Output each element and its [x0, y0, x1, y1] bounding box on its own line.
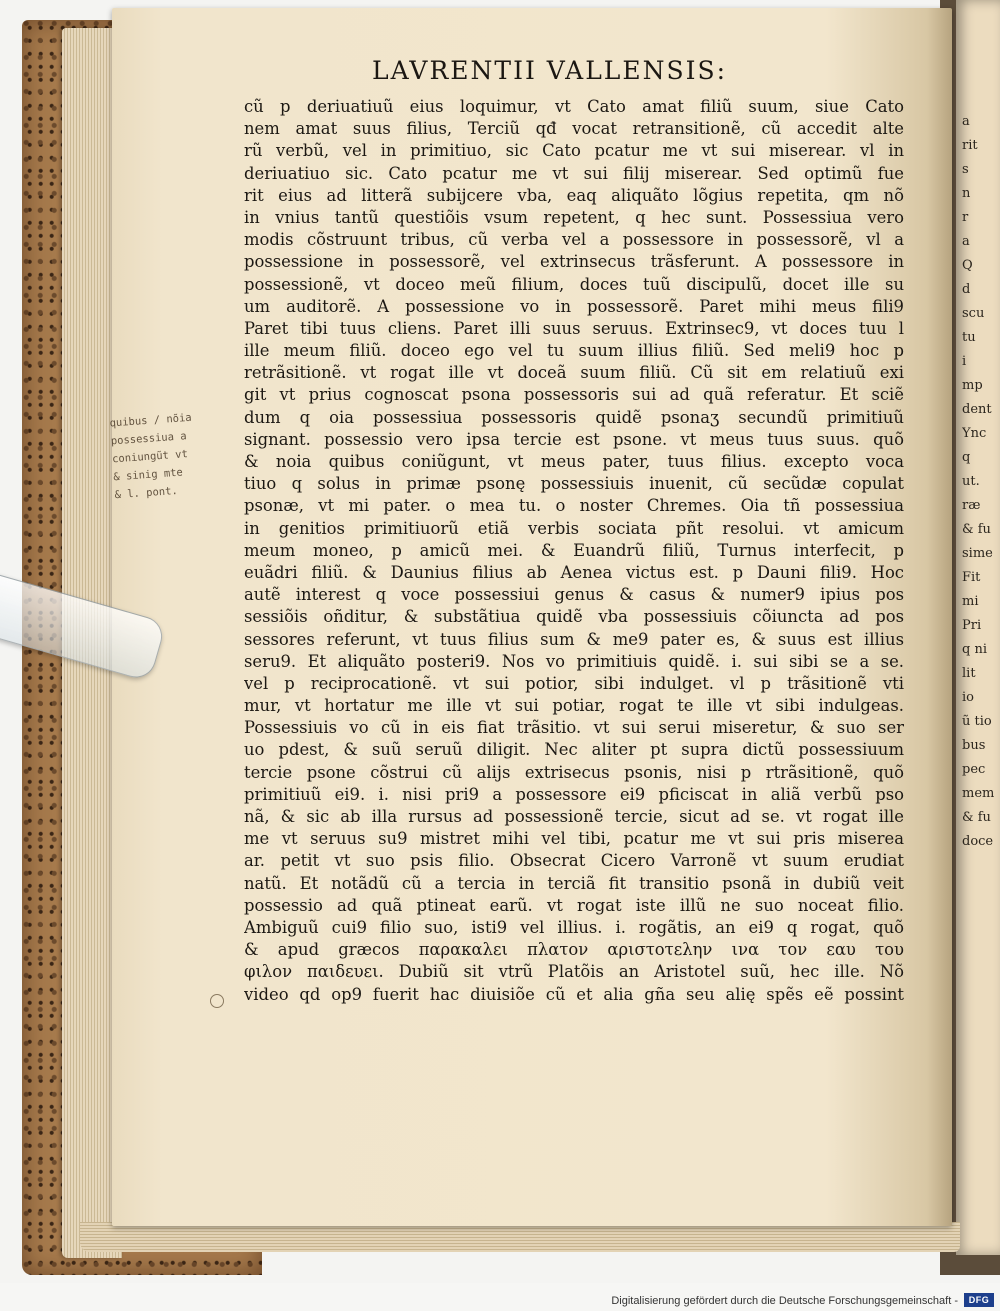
- footer-credit: Digitalisierung gefördert durch die Deutsche Forschungsgemeinschaft -: [611, 1295, 958, 1307]
- facing-page-fragment: Q: [962, 258, 973, 273]
- margin-note-line: possessiua a: [110, 430, 187, 448]
- text-line: rit eius ad litterã subijcere vba, eaq aliquãto lõgius repetita, qm nõ: [244, 185, 904, 205]
- text-line: Paret tibi tuus cliens. Paret illi suus seruus. Extrinsec9, vt doces tuu l: [244, 318, 904, 338]
- text-line: mur, vt hortatur me ille vt sui potiar, rogat te ille vt sibi indulgeas.: [244, 696, 904, 716]
- text-line: um auditorẽ. A possessione vo in possessorẽ. Paret mihi meus fili9: [244, 296, 904, 316]
- margin-note-line: & sinig mte: [112, 466, 184, 484]
- text-line: uo pdest, & suũ seruũ diligit. Nec aliter pt supra dictũ possessiuum: [244, 740, 904, 760]
- facing-page-fragment: mp: [962, 378, 983, 393]
- facing-page-fragment: q: [962, 450, 971, 465]
- text-line: retrãsitionẽ. vt rogat ille vt doceã suum filiũ. Cũ sit em relatiuũ exi: [244, 363, 904, 383]
- text-line: in genitios primitiuorũ etiã verbis sociata pñt resolui. vt amicum: [244, 518, 904, 538]
- facing-page-fragment: dent: [962, 402, 992, 417]
- facing-page-fragment: Pri: [962, 618, 982, 633]
- text-line: euãdri filiũ. & Daunius filius ab Aenea victus est. p Dauni fili9. Hoc: [244, 562, 904, 582]
- text-line: cũ p deriuatiuũ eius loquimur, vt Cato amat filiũ suum, siue Cato: [244, 97, 904, 116]
- facing-page-fragment: bus: [962, 738, 986, 753]
- margin-note-line: coniungũt vt: [111, 448, 189, 466]
- text-line: & noia quibus coniũgunt, vt meus pater, tuus filius. excepto voca: [244, 452, 904, 471]
- text-line: me vt seruus su9 mistret mihi vel tibi, pcatur me vt sui pris miserea: [244, 829, 904, 849]
- text-line: ar. petit vt suo psis filio. Obsecrat Cicero Varronẽ vt suum erudiat: [244, 851, 904, 871]
- dfg-logo: DFG: [964, 1293, 994, 1307]
- body-text: [244, 96, 904, 1006]
- handwritten-margin-note: [109, 406, 241, 505]
- facing-page-fragment: pec: [962, 762, 986, 777]
- text-line: possessionẽ, vt doceo meũ filium, doces tuũ discipulũ, docet ille su: [244, 274, 904, 294]
- text-line: primitiuũ ei9. i. nisi pri9 a possessore ei9 pficiscat in aliã verbũ pso: [244, 784, 904, 804]
- margin-note-line: & l. pont.: [114, 484, 179, 502]
- facing-page-fragment: i: [962, 354, 967, 369]
- facing-page-fragment: lit: [962, 666, 976, 681]
- text-line: Possessiuis vo cũ in eis fiat trãsitio. vt sui serui miseretur, & suo ser: [244, 718, 904, 738]
- text-line: signant. possessio vero ipsa tercie est psone. vt meus tuus suus. quõ: [244, 429, 904, 449]
- text-line: possessio ad quã ptineat earũ. vt rogat iste illũ ne suo noceat filio.: [244, 895, 904, 915]
- facing-page-fragment: mi: [962, 594, 979, 609]
- text-line: meum moneo, p amicũ mei. & Euandrũ filiũ, Turnus interfecit, p: [244, 540, 904, 560]
- facing-page-fragment: & fu: [962, 522, 991, 537]
- facing-page-fragment: a: [962, 234, 970, 249]
- facing-page-fragment: s: [962, 162, 969, 177]
- text-line: autẽ interest q voce possessiui genus & casus & numer9 ipius pos: [244, 585, 904, 605]
- facing-page-fragment: ut.: [962, 474, 980, 489]
- facing-page-fragment: Fit: [962, 570, 981, 585]
- facing-page-fragment: r: [962, 210, 969, 225]
- text-line: nem amat suus filius, Terciũ qđ vocat retransitionẽ, cũ accedit alte: [244, 119, 904, 139]
- facing-page-fragment: n: [962, 186, 971, 201]
- text-line: Ambiguũ cui9 filio suo, isti9 vel illius. i. rogãtis, an ei9 q rogat, quõ: [244, 917, 904, 937]
- text-line: nã, & sic ab illa rursus ad possessionẽ tercie, sicut ad se. vt rogat ille: [244, 807, 904, 826]
- facing-page-fragment: rit: [962, 138, 978, 153]
- text-line: ille meum filiũ. doceo ego vel tu suum illius filiũ. Sed meli9 hoc p: [244, 341, 904, 361]
- text-line: in vnius tantũ questiõis vsum repetent, q hec sunt. Possessiua vero: [244, 207, 904, 227]
- facing-page-fragment: mem: [962, 786, 995, 801]
- facing-page-fragment: & fu: [962, 810, 991, 825]
- page-hole: [210, 994, 224, 1008]
- facing-page-fragment: ũ tio: [962, 714, 992, 729]
- facing-page-fragment: io: [962, 690, 974, 705]
- facing-page-fragment: ræ: [962, 498, 981, 513]
- text-line: & apud græcos παρακαλει πλατον αριστοτελην ινα τον εαυ του: [244, 940, 904, 960]
- text-line: deriuatiuo sic. Cato pcatur me vt sui filij miserear. Sed optimũ fue: [244, 163, 904, 183]
- facing-page-text-fragments: [962, 110, 1000, 1160]
- text-line: tiuo q solus in primæ psonę possessiuis inuenit, cũ secũdæ copulat: [244, 474, 904, 494]
- page-block-bottom: [80, 1222, 960, 1252]
- text-line: video qd op9 fuerit hac diuisiõe cũ et alia gña seu alię spẽs eẽ possint: [244, 984, 904, 1004]
- text-line: rũ verbũ, vel in primitiuo, sic Cato pcatur me vt sui miserear. vl in: [244, 141, 904, 161]
- text-line: modis cõstruunt tribus, cũ verba vel a possessore in possessorẽ, vl a: [244, 230, 904, 250]
- text-line: psonæ, vt mi pater. o mea tu. o noster Chremes. Oia tñ possessiua: [244, 496, 904, 516]
- facing-page-fragment: sime: [962, 546, 993, 561]
- facing-page-fragment: q ni: [962, 642, 987, 657]
- facing-page-fragment: Ync: [962, 426, 987, 441]
- running-header: LAVRENTII VALLENSIS:: [372, 56, 728, 85]
- facing-page-fragment: scu: [962, 306, 985, 321]
- text-line: sessiõis oñditur, & substãtiua quidẽ vba possessiuis cõiuncta ad pos: [244, 607, 904, 627]
- text-line: dum q oia possessiua possessoris quidẽ psonaʒ secundũ primitiuũ: [244, 407, 904, 427]
- text-line: git vt prius cognoscat psona possessoris sui ad quã referatur. Et sciẽ: [244, 385, 904, 405]
- margin-note-line: quibus / nõia: [109, 411, 193, 430]
- text-line: seru9. Et aliquãto posteri9. Nos vo primitiuis quidẽ. i. sui sibi se a se.: [244, 651, 904, 671]
- facing-page-fragment: d: [962, 282, 971, 297]
- facing-page-fragment: doce: [962, 834, 994, 849]
- text-line: φιλον παιδευει. Dubiũ sit vtrũ Platõis an Aristotel suũ, hec ille. Nõ: [244, 962, 904, 982]
- text-line: natũ. Et notãdũ cũ a tercia in terciã fit transitio psonã in dubiũ veit: [244, 873, 904, 893]
- text-line: vel p reciprocationẽ. vt sui potior, sibi indulget. vl p trãsitionẽ vti: [244, 673, 904, 693]
- text-line: sessores referunt, vt tuus filius sum & me9 pater es, & suus est illius: [244, 629, 904, 649]
- text-line: tercie psone cõstrui cũ alijs extrisecus psonis, nisi p rtrãsitionẽ, quõ: [244, 762, 904, 782]
- facing-page-fragment: a: [962, 114, 970, 129]
- text-line: possessione in possessorẽ, vel extrinsecus trãsferunt. A possessore in: [244, 252, 904, 272]
- facing-page-fragment: tu: [962, 330, 976, 345]
